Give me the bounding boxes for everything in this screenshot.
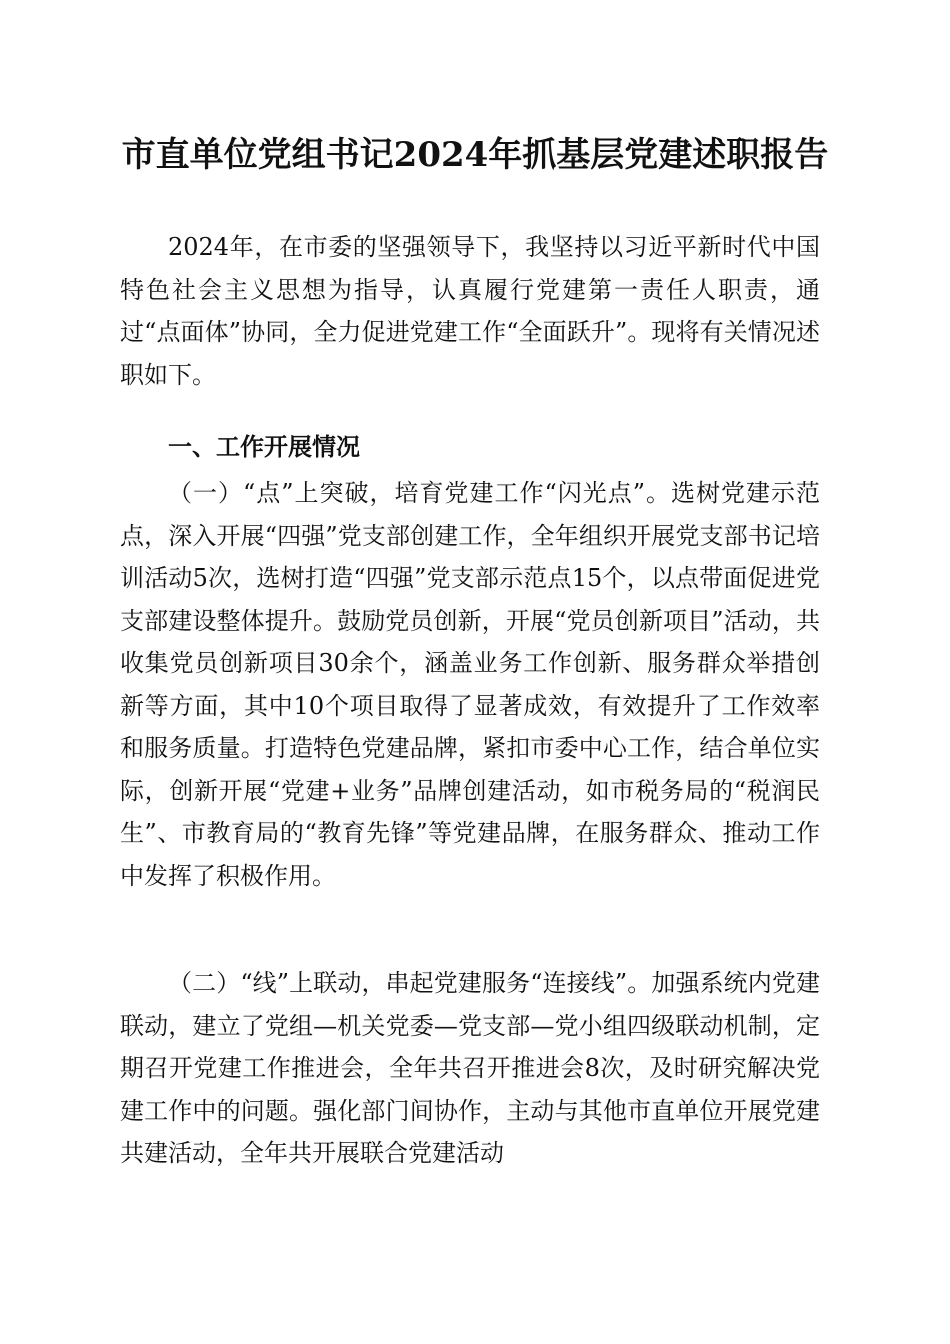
paragraph-line-linkage: （二）“线”上联动，串起党建服务“连接线”。加强系统内党建联动，建立了党组—机关党委—党支部—党小组四级联动机制，定期召开党建工作推进会，全年共召开推进会8次，及时研究解决党建工作中的问题。强化部门间协作，主动与其他市直单位开展党建共建活动，全年共开展联合党建活动	[120, 969, 820, 1167]
intro-paragraph: 2024年，在市委的坚强领导下，我坚持以习近平新时代中国特色社会主义思想为指导，认真履行党建第一责任人职责，通过“点面体”协同，全力促进党建工作“全面跃升”。现将有关情况述职如下。	[120, 233, 820, 389]
section-heading-work-status: 一、工作开展情况	[168, 433, 360, 461]
document-title: 市直单位党组书记2024年抓基层党建述职报告	[121, 135, 829, 175]
paragraph-point-breakthrough: （一）“点”上突破，培育党建工作“闪光点”。选树党建示范点，深入开展“四强”党支部创建工作，全年组织开展党支部书记培训活动5次，选树打造“四强”党支部示范点15个，以点带面促进党支部建设整体提升。鼓励党员创新，开展“党员创新项目”活动，共收集党员创新项目30余个，涵盖业务工作创新、服务群众举措创新等方面，其中10个项目取得了显著成效，有效提升了工作效率和服务质量。打造特色党建品牌，紧扣市委中心工作，结合单位实际，创新开展“党建+业务”品牌创建活动，如市税务局的“税润民生”、市教育局的“教育先锋”等党建品牌，在服务群众、推动工作中发挥了积极作用。	[120, 479, 820, 890]
